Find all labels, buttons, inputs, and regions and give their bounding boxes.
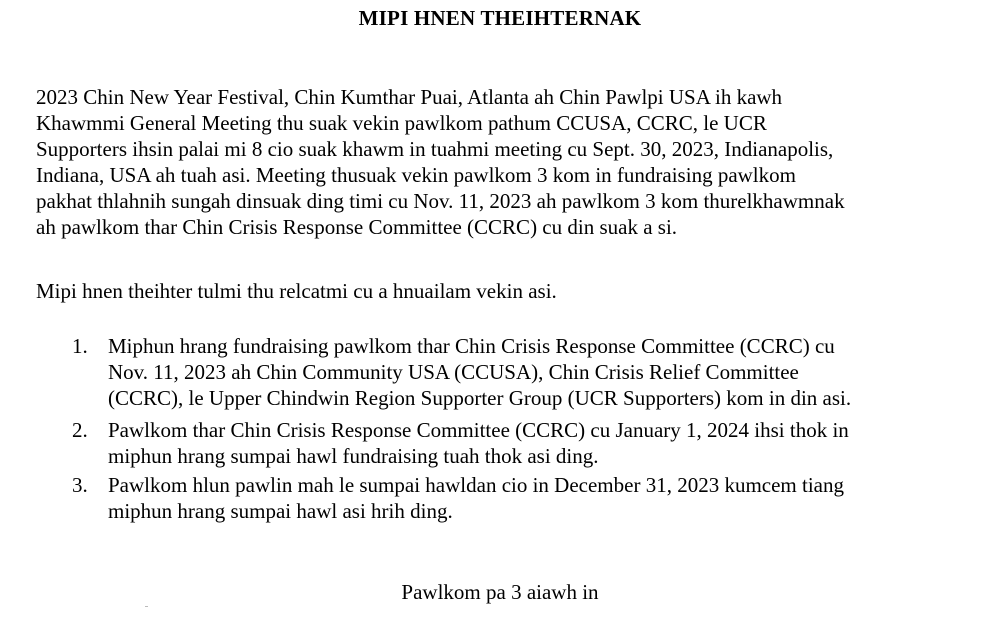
list-item-line: Pawlkom hlun pawlin mah le sumpai hawldan cio in December 31, 2023 kumcem tiang [108, 473, 845, 497]
list-item-number: 3. [72, 473, 88, 497]
intro-line: Indiana, USA ah tuah asi. Meeting thusuak vekin pawlkom 3 kom in fundraising pawlkom [36, 163, 796, 187]
intro-line: Supporters ihsin palai mi 8 cio suak khawm in tuahmi meeting cu Sept. 30, 2023, Indianapolis, [36, 137, 834, 161]
list-item-line: miphun hrang sumpai hawl fundraising tuah thok asi ding. [108, 444, 599, 468]
intro-line: 2023 Chin New Year Festival, Chin Kumthar Puai, Atlanta ah Chin Pawlpi USA ih kawh [36, 85, 783, 109]
list-item-number: 2. [72, 418, 88, 442]
document-title: MIPI HNEN THEIHTERNAK [358, 6, 642, 30]
lead-in-text: Mipi hnen theihter tulmi thu relcatmi cu a hnuailam vekin asi. [36, 279, 557, 303]
list-item-number: 1. [72, 334, 88, 358]
intro-line: pakhat thlahnih sungah dinsuak ding timi cu Nov. 11, 2023 ah pawlkom 3 kom thurelkhawmnak [36, 189, 845, 213]
list-item-line: miphun hrang sumpai hawl asi hrih ding. [108, 499, 453, 523]
scan-speck [145, 606, 148, 607]
list-item-line: (CCRC), le Upper Chindwin Region Supporter Group (UCR Supporters) kom in din asi. [108, 386, 852, 410]
list-item-line: Nov. 11, 2023 ah Chin Community USA (CCUSA), Chin Crisis Relief Committee [108, 360, 799, 384]
list-item-line: Miphun hrang fundraising pawlkom thar Chin Crisis Response Committee (CCRC) cu [108, 334, 835, 358]
list-item-line: Pawlkom thar Chin Crisis Response Committee (CCRC) cu January 1, 2024 ihsi thok in [108, 418, 849, 442]
intro-line: Khawmmi General Meeting thu suak vekin pawlkom pathum CCUSA, CCRC, le UCR [36, 111, 767, 135]
closing-signature: Pawlkom pa 3 aiawh in [401, 580, 599, 604]
intro-line: ah pawlkom thar Chin Crisis Response Committee (CCRC) cu din suak a si. [36, 215, 678, 239]
